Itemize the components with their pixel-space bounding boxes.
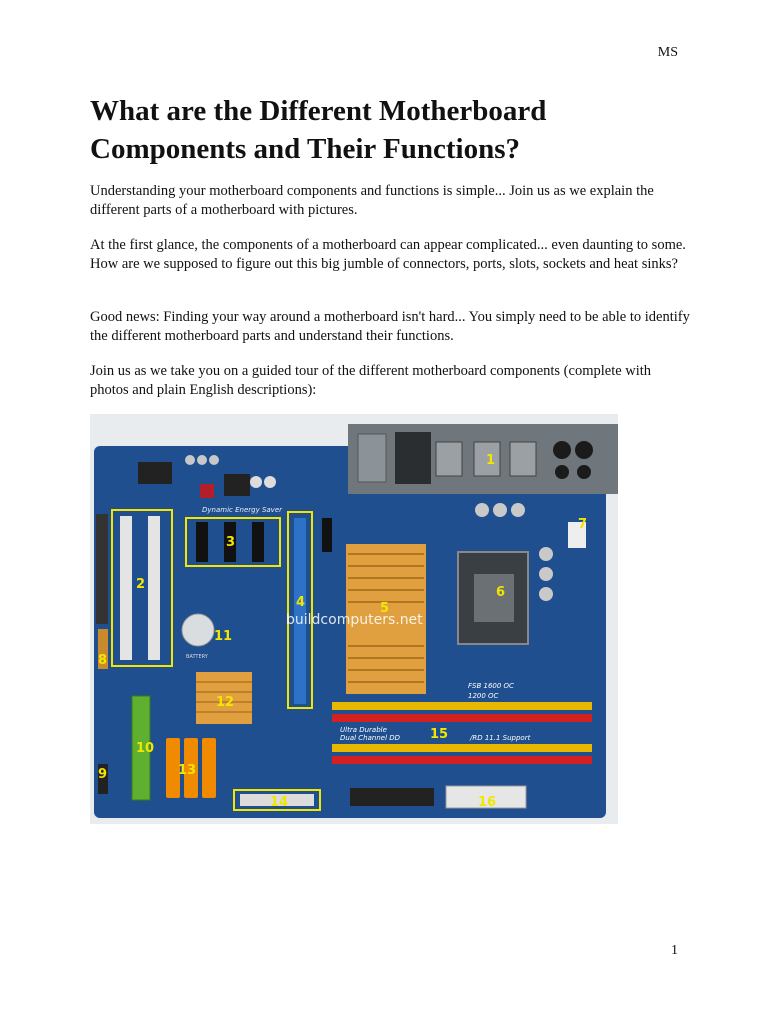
label-3: 3: [226, 535, 236, 550]
intro-paragraph: Understanding your motherboard components and functions is simple... Join us as we explain the different parts of a motherboard with pictures.: [90, 183, 654, 218]
label-6: 6: [496, 585, 506, 600]
body-paragraph-4: Join us as we take you on a guided tour of the different motherboard components (complete with photos and plain English descriptions):: [90, 363, 652, 398]
board-text-fsb2: 1200 OC: [468, 692, 499, 700]
header-mark: MS: [657, 45, 678, 60]
label-7: 7: [578, 517, 588, 532]
board-text-energy: Dynamic Energy Saver: [202, 506, 283, 514]
watermark: buildcomputers.net: [286, 612, 423, 628]
label-10: 10: [136, 741, 155, 756]
label-14: 14: [270, 795, 289, 810]
label-2: 2: [136, 577, 146, 592]
label-4: 4: [296, 595, 306, 610]
label-5: 5: [380, 601, 390, 616]
page-title: What are the Different Motherboard Components and Their Functions?: [90, 95, 547, 165]
board-text-ram1: Ultra Durable: [340, 726, 387, 734]
motherboard-illustration: [90, 414, 618, 824]
body-paragraph-2: At the first glance, the components of a motherboard can appear complicated... even daunting to some. How are we supposed to figure out this big jumble of connectors, ports, slots, sockets and heat sinks?: [90, 237, 686, 272]
label-13: 13: [178, 763, 197, 778]
body-paragraph-3: Good news: Finding your way around a motherboard isn't hard... You simply need to be able to identify the different motherboard parts and understand their functions.: [90, 309, 690, 344]
label-12: 12: [216, 695, 235, 710]
board-text-battery: BATTERY: [186, 654, 208, 660]
label-15: 15: [430, 727, 449, 742]
label-11: 11: [214, 629, 233, 644]
motherboard-figure: [90, 414, 618, 824]
label-16: 16: [478, 795, 497, 810]
label-9: 9: [98, 767, 108, 782]
board-text-ram2: Dual Channel DD: [340, 734, 401, 742]
label-8: 8: [98, 653, 108, 668]
board-text-ram3: /RD 11.1 Support: [470, 734, 531, 742]
page-number: 1: [671, 943, 678, 958]
board-text-fsb: FSB 1600 OC: [468, 682, 514, 690]
label-1: 1: [486, 453, 496, 468]
